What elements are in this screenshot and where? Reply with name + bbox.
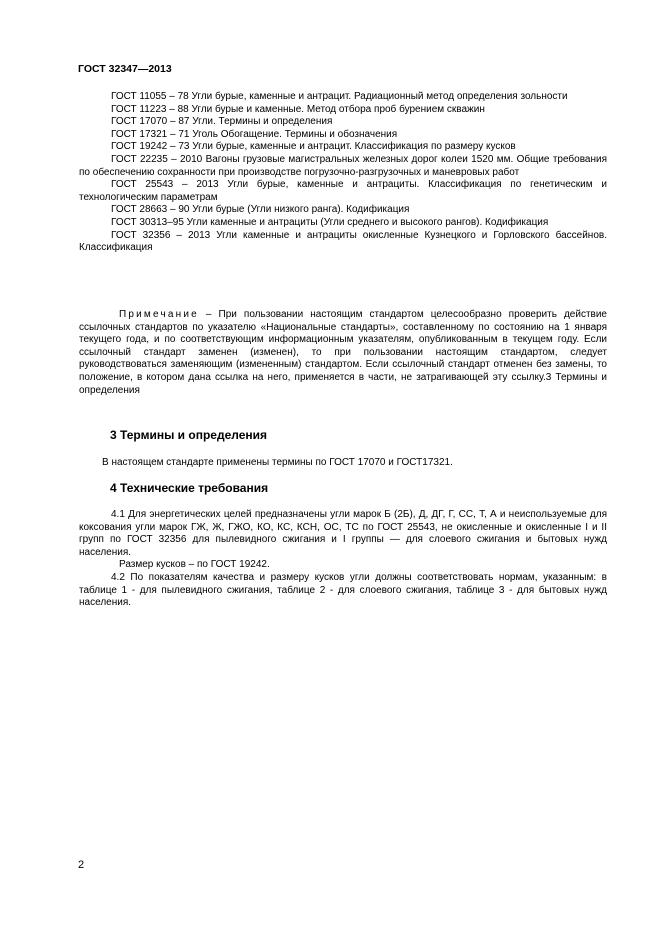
note-label: Примечание [119, 309, 199, 320]
reference-item: ГОСТ 11223 – 88 Угли бурые и каменные. Метод отбора проб бурением скважин [111, 103, 485, 115]
document-code-header: ГОСТ 32347—2013 [78, 63, 172, 75]
reference-item: ГОСТ 22235 – 2010 Вагоны грузовые магистральных железных дорог колеи 1520 мм. Общие требования по обеспечению сохранности при производстве погрузочно-разгрузочных и маневровых работ [79, 153, 607, 178]
reference-item: ГОСТ 19242 – 73 Угли бурые, каменные и антрацит. Классификация по размеру кусков [111, 141, 516, 153]
reference-item: ГОСТ 30313–95 Угли каменные и антрациты (Угли среднего и высокого рангов). Кодификация [111, 216, 549, 228]
section-4-title: 4 Технические требования [110, 481, 269, 495]
reference-item: ГОСТ 28663 – 90 Угли бурые (Угли низкого ранга). Кодификация [111, 204, 410, 216]
note-text: – При пользовании настоящим стандартом целесообразно проверить действие ссылочных стандартов по указателю «Национальные стандарты», составленному по состоянию на 1 января текущего года, и по соответствующим информационным указателям, опубликованным в текущем году. Если ссылочный стандарт заменен (изменен), то при пользовании настоящим стандартом, следует руководствоваться заменяющим (измененным) стандартом. Если ссылочный стандарт отменен без замены, то положение, в котором дана ссылка на него, применяется в части, не затрагивающей эту ссылку.3 Термины и определения [79, 309, 607, 396]
requirement-4-1: 4.1 Для энергетических целей предназначены угли марок Б (2Б), Д, ДГ, Г, СС, Т, А и неиспользуемые для коксования угли марок ГЖ, Ж, ГЖО, КО, КС, КСН, ОС, ТС по ГОСТ 25543, не окисленные и окисленные I и II групп по ГОСТ 32356 для пылевидного сжигания и I группы — для слоевого сжигания и бытовых нужд населения. [79, 509, 607, 558]
section-3-title: 3 Термины и определения [110, 428, 268, 442]
reference-item: ГОСТ 11055 – 78 Угли бурые, каменные и антрацит. Радиационный метод определения зольности [111, 91, 568, 102]
section-4-body [79, 509, 607, 610]
reference-item: ГОСТ 32356 – 2013 Угли каменные и антрациты окисленные Кузнецкого и Горловского бассейнов. Классификация [79, 229, 607, 254]
reference-item: ГОСТ 25543 – 2013 Угли бурые, каменные и антрациты. Классификация по генетическим и технологическим параметрам [79, 179, 607, 203]
reference-item: ГОСТ 17321 – 71 Уголь Обогащение. Термины и обозначения [111, 128, 398, 140]
page-number: 2 [78, 859, 85, 871]
normative-references-list [79, 91, 607, 255]
section-3-text: В настоящем стандарте применены термины по ГОСТ 17070 и ГОСТ17321. [102, 457, 453, 468]
reference-item: ГОСТ 17070 – 87 Угли. Термины и определения [111, 116, 333, 128]
note-paragraph [79, 309, 607, 397]
lump-size-line: Размер кусков – по ГОСТ 19242. [119, 559, 270, 571]
requirement-4-2: 4.2 По показателям качества и размеру кусков угли должны соответствовать нормам, указанным: в таблице 1 - для пылевидного сжигания, таблице 2 - для слоевого сжигания, таблице 3 - для бытовых нужд населения. [79, 571, 607, 609]
